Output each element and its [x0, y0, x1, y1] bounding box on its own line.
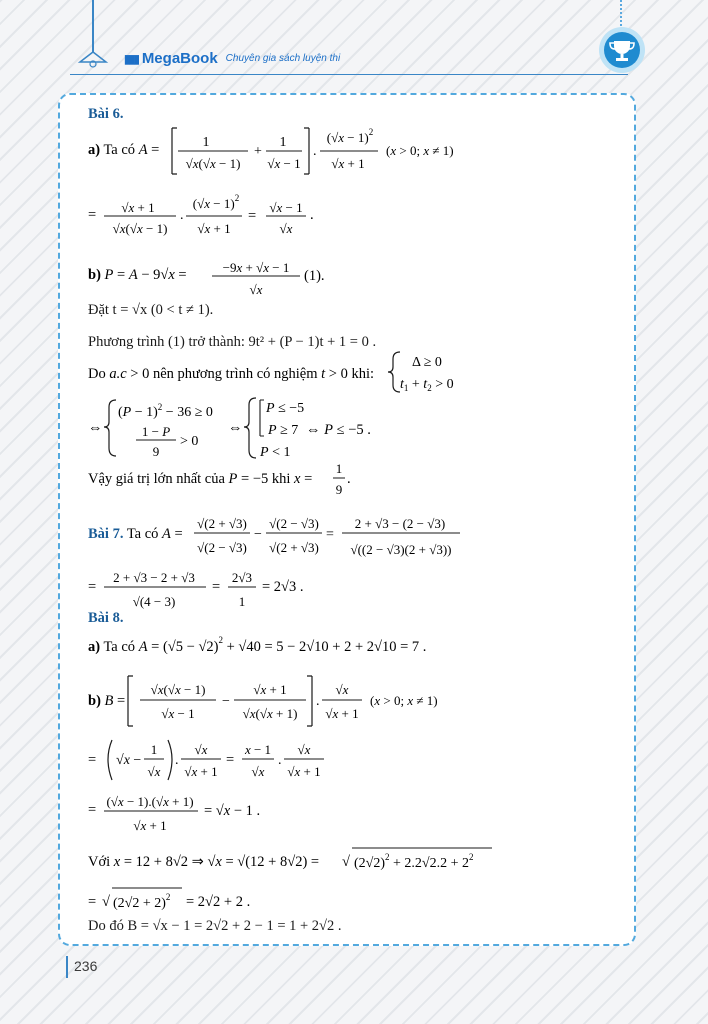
svg-text:P ≤ −5: P ≤ −5 [266, 401, 305, 416]
page-number: 236 [74, 958, 98, 974]
svg-text:(x > 0; x ≠ 1): (x > 0; x ≠ 1) [370, 693, 438, 708]
svg-text:(√x − 1)2: $(√x - 1)^2$ [192, 193, 240, 211]
bai8-a [88, 624, 488, 664]
svg-text:√x: √x [251, 764, 265, 779]
bai6-system [88, 394, 488, 460]
trophy-string [620, 0, 622, 26]
svg-text:−9x + √x − 1: −9x + √x − 1 [222, 260, 290, 275]
svg-text:2 + √3 − (2 − √3): 2 + √3 − (2 − √3) [354, 516, 446, 531]
svg-text:=: = [88, 579, 97, 595]
svg-text:.: . [310, 207, 314, 223]
svg-text:√x + 1: √x + 1 [287, 764, 321, 779]
svg-text:√x + 1: √x + 1 [253, 682, 287, 697]
svg-text:(√x − 1)2: $(√x - 1)^2$ [326, 127, 374, 145]
svg-text:P ≥ 7: P ≥ 7 [268, 423, 299, 438]
svg-text:√x: √x [297, 742, 311, 757]
svg-text:P < 1: P < 1 [260, 445, 291, 460]
svg-text:√x + 1: √x + 1 [121, 200, 155, 215]
svg-text:9: 9 [152, 444, 160, 459]
svg-text:1: 1 [202, 135, 210, 150]
svg-text:−: − [254, 527, 262, 542]
bai6-b-line1 [88, 252, 388, 302]
bai7-line1 [88, 506, 508, 568]
svg-text:= √x − 1 .: = √x − 1 . [204, 803, 261, 819]
svg-text:√x − 1: √x − 1 [267, 156, 301, 171]
bai6-a-line2 [88, 186, 388, 246]
svg-text:1: 1 [238, 594, 246, 609]
svg-text:.: . [316, 694, 320, 709]
svg-text:⇔: ⇔ [88, 420, 103, 436]
bai6-conclusion [88, 456, 408, 500]
svg-text:√x + 1: √x + 1 [197, 221, 231, 236]
svg-text:.: . [313, 144, 317, 159]
svg-text:a) Ta có A =: a) Ta có A = [88, 142, 160, 158]
svg-text:√x: √x [335, 682, 349, 697]
svg-text:1: 1 [335, 461, 343, 476]
svg-text:√x(√x − 1): √x(√x − 1) [112, 221, 168, 236]
svg-text:(√x − 1).(√x + 1): (√x − 1).(√x + 1) [106, 794, 194, 809]
svg-text:√x(√x − 1): √x(√x − 1) [150, 682, 206, 697]
svg-text:=: = [88, 752, 97, 768]
bai6-heading: Bài 6. [88, 106, 124, 122]
svg-text:⇔ P ≤ −5 .: ⇔ P ≤ −5 . [306, 422, 371, 438]
svg-text:.: . [278, 753, 282, 768]
svg-text:√x: √x [194, 742, 208, 757]
svg-text:√(2 − √3): √(2 − √3) [269, 516, 319, 531]
hanging-cord [92, 0, 94, 52]
svg-text:√: √ [102, 894, 110, 910]
svg-text:√x −: √x − [116, 753, 142, 768]
svg-text:=: = [248, 208, 257, 224]
svg-text:b) P = A − 9√x =: b) P = A − 9√x = [88, 267, 187, 283]
svg-text:√(2 − √3): √(2 − √3) [197, 540, 247, 555]
svg-text:= 2√3 .: = 2√3 . [262, 579, 304, 595]
bai8-b-line2 [88, 732, 388, 786]
svg-text:Với x = 12 + 8√2 ⇒ √x = √(12 +: Với x = 12 + 8√2 ⇒ √x = √(12 + 8√2) = [88, 854, 320, 870]
svg-text:√x + 1: √x + 1 [325, 706, 359, 721]
header-rule [70, 74, 628, 75]
svg-text:√(2 + √3): √(2 + √3) [269, 540, 319, 555]
svg-text:Δ ≥ 0: Δ ≥ 0 [412, 355, 442, 370]
svg-text:√x − 1: √x − 1 [269, 200, 303, 215]
bai8-heading: Bài 8. [88, 610, 124, 626]
svg-text:.: . [175, 753, 179, 768]
brand-logo [124, 50, 340, 67]
svg-text:√x − 1: √x − 1 [161, 706, 195, 721]
svg-text:Vậy giá trị lớn nhất của P = −: Vậy giá trị lớn nhất của P = −5 khi x = [88, 471, 313, 487]
bai8-b-line5 [88, 880, 388, 920]
svg-text:2√3: 2√3 [231, 570, 253, 585]
svg-text:Do a.c > 0 nên phương trình có: Do a.c > 0 nên phương trình có nghiệm t > 0 khi: [88, 366, 375, 382]
brand-tagline: Chuyên gia sách luyện thi [225, 53, 341, 64]
svg-text:1: 1 [150, 742, 158, 757]
svg-text:=: = [88, 894, 97, 910]
bai7-line2 [88, 566, 388, 612]
brand-mark: ▮▮▮ [124, 51, 138, 66]
svg-text:(P − 1)2 − 36 ≥ 0: $(P - 1)^2 - 36 \ge 0$ [118, 402, 213, 420]
svg-text:x − 1: x − 1 [244, 742, 272, 757]
svg-text:√x: √x [279, 221, 293, 236]
svg-text:√x + 1: √x + 1 [331, 156, 365, 171]
svg-text:(2√2 + 2)2: $(2√2 + 2)^2$ [113, 892, 171, 911]
svg-text:=: = [326, 527, 334, 542]
lamp-icon [76, 48, 110, 68]
svg-text:(1).: (1). [304, 268, 325, 284]
svg-text:√x(√x + 1): √x(√x + 1) [242, 706, 298, 721]
svg-text:√x + 1: √x + 1 [133, 818, 167, 833]
svg-text:=: = [88, 207, 97, 223]
svg-text:=: = [88, 802, 97, 818]
svg-text:2 + √3 − 2 + √3: 2 + √3 − 2 + √3 [113, 570, 195, 585]
svg-text:1 − P: 1 − P [141, 424, 171, 439]
bai8-b-line4 [88, 840, 518, 880]
bai8-conclusion: Do đó B = √x − 1 = 2√2 + 2 − 1 = 1 + 2√2 . [88, 917, 342, 934]
svg-text:(x > 0; x ≠ 1): (x > 0; x ≠ 1) [386, 143, 454, 158]
bai6-substitution: Đặt t = √x (0 < t ≠ 1). [88, 301, 214, 318]
bai8-b-line1 [88, 668, 488, 730]
bai6-equation: Phương trình (1) trở thành: 9t² + (P − 1)t + 1 = 0 . [88, 333, 377, 350]
svg-text:=: = [212, 579, 221, 595]
svg-text:9: 9 [335, 482, 343, 497]
svg-text:(2√2)2 + 2.2√2.2 + 22: $(2√2)^2 + 2.2√2.2 + 2^2$ [354, 852, 474, 871]
svg-text:t1 + t2 > 0: $t_1 + t_2 > 0$ [400, 377, 454, 393]
svg-text:Bài 7. Ta có A =: Bài 7. Ta có A = [88, 526, 183, 542]
svg-text:> 0: > 0 [180, 434, 199, 449]
svg-text:a) Ta có A = (√5 − √2)2 + √40: a) Ta có $A = (√5 - √2)^2 + √40 = 5 - 2√10 + 2 + 2√10 = 7$ . [88, 635, 427, 655]
brand-name: MegaBook [141, 50, 218, 67]
svg-text:√x: √x [249, 282, 263, 297]
page-number-bar [66, 956, 68, 978]
svg-text:=: = [226, 752, 235, 768]
svg-text:b) B =: b) B = [88, 693, 126, 709]
svg-text:√x(√x − 1): √x(√x − 1) [185, 156, 241, 171]
svg-text:.: . [180, 208, 184, 223]
svg-text:⇔: ⇔ [228, 420, 243, 436]
svg-text:+: + [254, 144, 262, 159]
svg-text:= 2√2 + 2 .: = 2√2 + 2 . [186, 894, 251, 910]
bai6-a-line1 [88, 118, 488, 180]
bai6-condition [88, 349, 488, 395]
svg-text:.: . [347, 471, 351, 487]
bai8-b-line3 [88, 784, 388, 840]
svg-text:√x + 1: √x + 1 [184, 764, 218, 779]
svg-text:1: 1 [279, 135, 287, 150]
svg-text:√(2 + √3): √(2 + √3) [197, 516, 247, 531]
svg-text:√x: √x [147, 764, 161, 779]
svg-text:−: − [222, 694, 230, 709]
svg-text:√((2 − √3)(2 + √3)): √((2 − √3)(2 + √3)) [350, 542, 452, 557]
trophy-icon [598, 26, 646, 74]
svg-text:√(4 − 3): √(4 − 3) [132, 594, 176, 609]
svg-text:√: √ [342, 854, 350, 870]
